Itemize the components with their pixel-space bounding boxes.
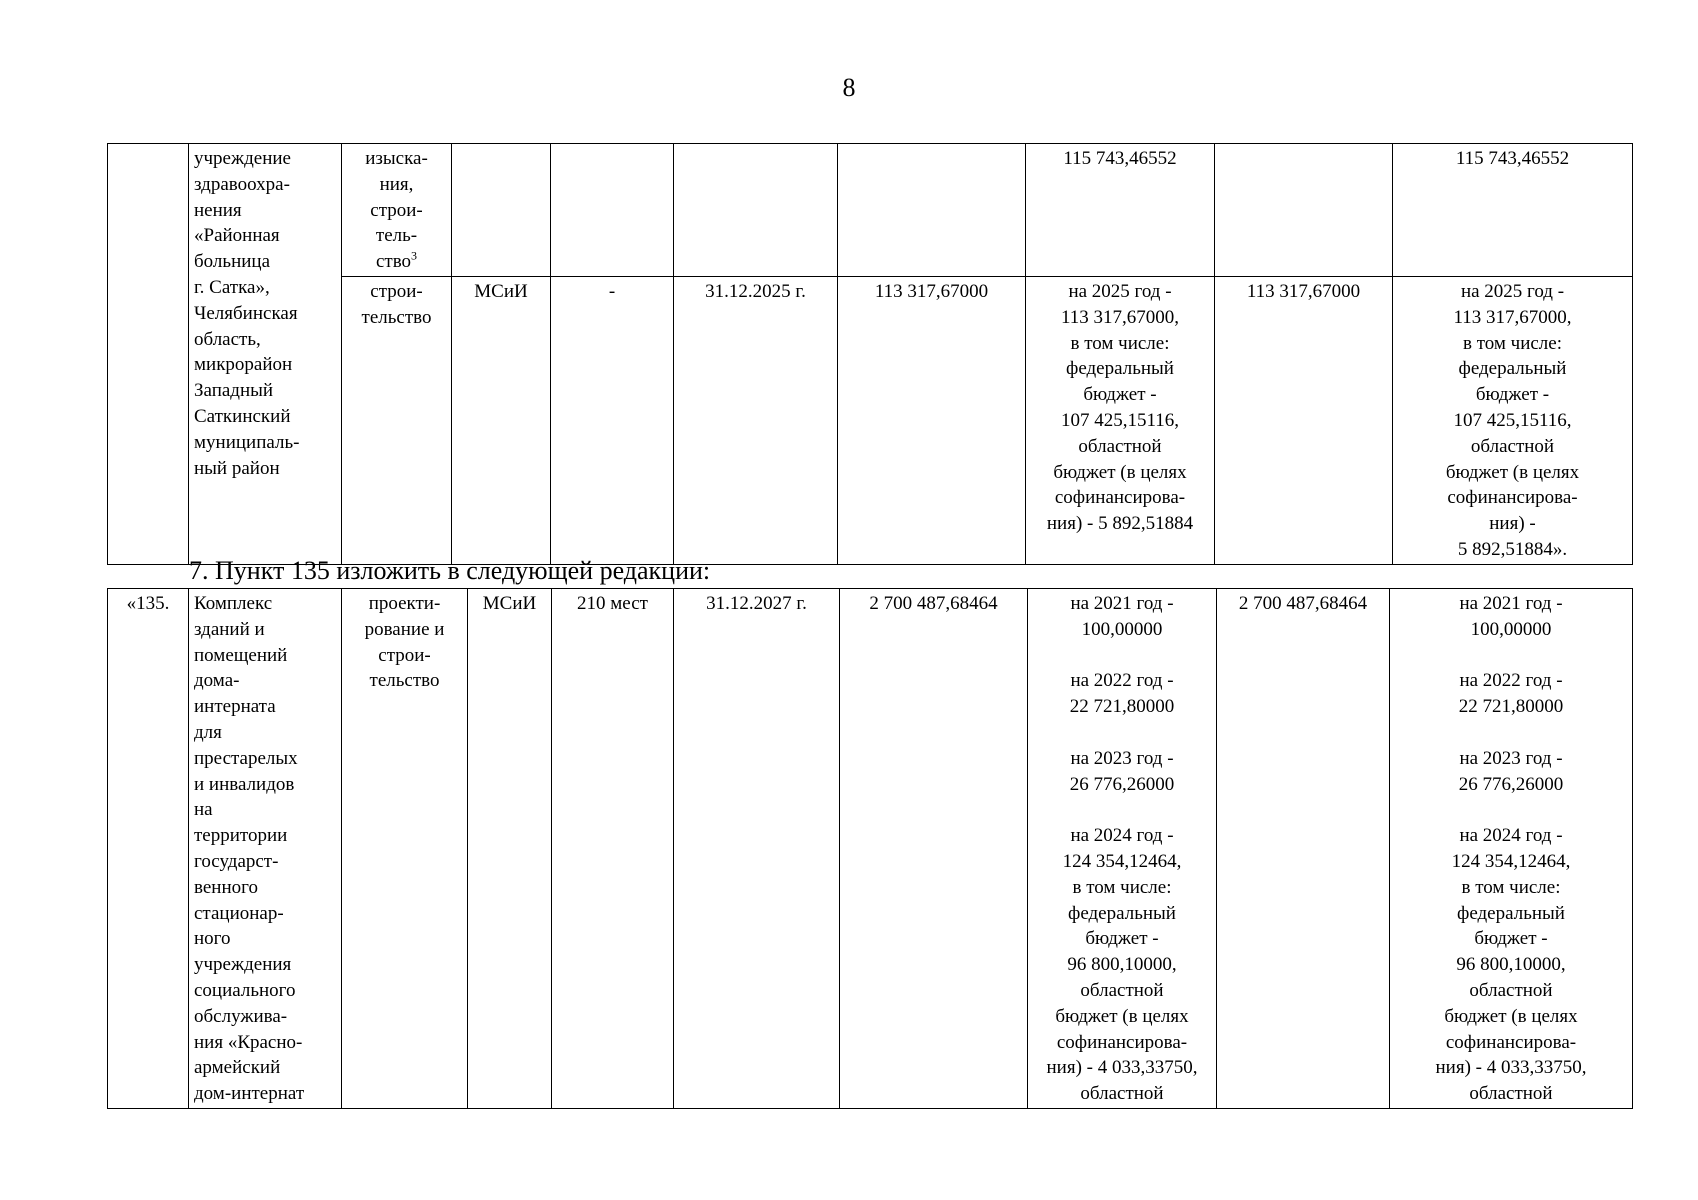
work-type-text: проекти- рование и строи- тельство [364, 593, 445, 692]
remaining-detail-text: на 2025 год - 113 317,67000, в том числе: федеральный бюджет - 107 425,15116, областной бюджет (в целях софинансирова- ния) - 5 892,51884». [1445, 280, 1580, 560]
amount-detail-text: на 2025 год - 113 317,67000, в том числе: федеральный бюджет - 107 425,15116, областной бюджет (в целях софинансирова- ния) - 5 892,51884 [1046, 280, 1194, 535]
cell-object-name [189, 589, 342, 1109]
cell-customer [468, 589, 552, 1109]
cell-deadline [674, 276, 838, 564]
cell-remaining-total [1215, 144, 1393, 277]
cell-object-name [189, 144, 342, 565]
table-row [108, 589, 1633, 1109]
cell-amount-detail [1028, 589, 1217, 1109]
table-row [108, 144, 1633, 277]
cell-remaining-total [1217, 589, 1390, 1109]
remaining-detail-text: 115 743,46552 [1455, 148, 1570, 169]
cell-remaining-detail [1393, 276, 1633, 564]
cell-remaining-detail [1390, 589, 1633, 1109]
cell-work-type [342, 589, 468, 1109]
item-number: «135. [126, 593, 170, 614]
cell-customer [452, 276, 551, 564]
deadline-text: 31.12.2027 г. [706, 593, 807, 614]
cell-amount-detail [1026, 276, 1215, 564]
customer-text: МСиИ [474, 280, 528, 302]
amount-detail-text: на 2021 год - 100,00000 на 2022 год - 22 721,80000 на 2023 год - 26 776,26000 на 2024 год - 124 354,12464, в том числе: федеральный бюджет - 96 800,10000, областной бюджет (в целях софинансирова- ния) - 4 033,33750, областной [1046, 593, 1198, 1105]
cell-customer [452, 144, 551, 277]
cell-work-type [342, 276, 452, 564]
deadline-text: 31.12.2025 г. [705, 280, 806, 302]
object-name-part-1: учреждение здравоохра- нения «Районная больница [194, 148, 291, 273]
amount-detail-text: 115 743,46552 [1063, 148, 1177, 169]
footnote-mark: 3 [411, 248, 418, 263]
page-number: 8 [842, 73, 856, 102]
amendment-heading: 7. Пункт 135 изложить в следующей редакции: [189, 556, 711, 585]
cell-amount-detail [1026, 144, 1215, 277]
cell-number [108, 589, 189, 1109]
work-type-text: изыска- ния, строи- тель- ство [365, 148, 428, 273]
cell-capacity [551, 276, 674, 564]
cell-deadline [674, 144, 838, 277]
objects-table-item-135 [107, 588, 1633, 1109]
object-name-part-2: г. Сатка», Челябинская область, микрорайон Западный Саткинский муниципаль- ный район [194, 276, 300, 479]
objects-table-continuation [107, 143, 1633, 565]
cell-number [108, 144, 189, 565]
remaining-total-text: 2 700 487,68464 [1238, 593, 1368, 614]
capacity-text: 210 мест [577, 593, 648, 614]
total-text: 2 700 487,68464 [869, 593, 998, 614]
remaining-detail-text: на 2021 год - 100,00000 на 2022 год - 22 721,80000 на 2023 год - 26 776,26000 на 2024 год - 124 354,12464, в том числе: федеральный бюджет - 96 800,10000, областной бюджет (в целях софинансирова- ния) - 4 033,33750, областной [1435, 593, 1587, 1105]
cell-total [838, 144, 1026, 277]
total-text: 113 317,67000 [874, 280, 989, 302]
cell-deadline [674, 589, 840, 1109]
work-type-text: строи- тельство [361, 280, 432, 328]
cell-remaining-detail [1393, 144, 1633, 277]
cell-capacity [551, 144, 674, 277]
object-name-text: Комплекс зданий и помещений дома- интерната для престарелых и инвалидов на территории государст- венного стационар- ного учреждения социального обслужива- ния «Красно- армейский дом-интернат [194, 593, 305, 1105]
remaining-total-text: 113 317,67000 [1246, 280, 1361, 302]
cell-remaining-total [1215, 276, 1393, 564]
customer-text: МСиИ [482, 593, 537, 614]
cell-work-type [342, 144, 452, 277]
cell-total [838, 276, 1026, 564]
cell-total [840, 589, 1028, 1109]
capacity-text: - [608, 280, 616, 302]
cell-capacity [552, 589, 674, 1109]
